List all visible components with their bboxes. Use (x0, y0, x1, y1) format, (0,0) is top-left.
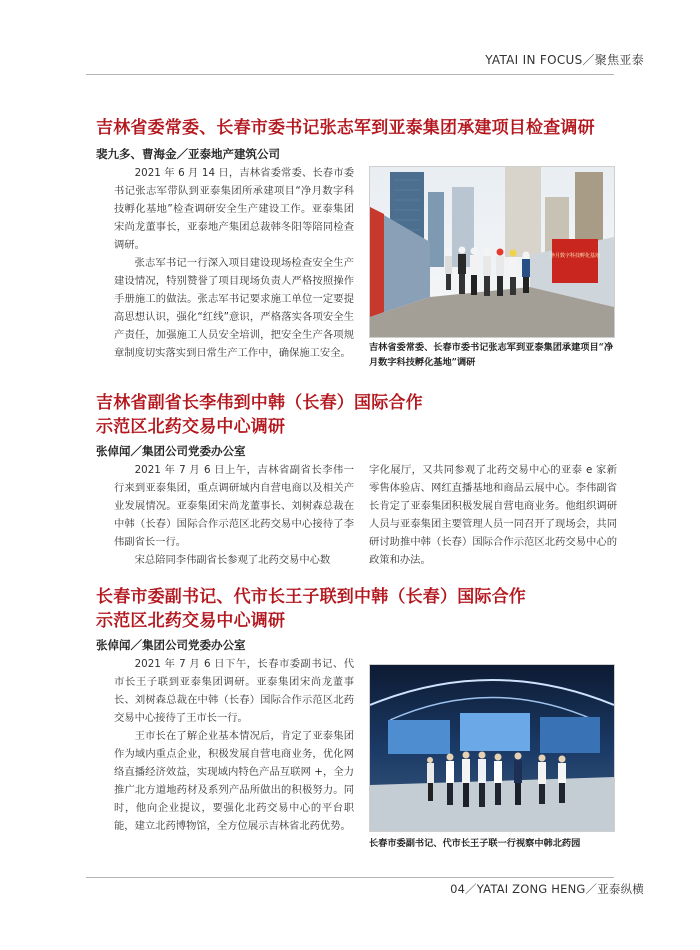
magazine-section-header: YATAI IN FOCUS／聚焦亚泰 (485, 53, 644, 67)
article-2-paragraph-2-continued: 字化展厅，又共同参观了北药交易中心的亚泰 e 家新零售体验店、网红直播基地和商品云展中心。李伟副省长肯定了亚泰集团积极发展自营电商业务。他组织调研人员与亚泰集团主要管理人员一同召开了现场会，共同研讨助推中韩（长春）国际合作示范区北药交易中心的政策和办法。 (369, 464, 617, 566)
article-2-column-1 (114, 461, 354, 569)
article-2-title-line-2: 示范区北药交易中心调研 (96, 417, 286, 437)
article-3-paragraph-2: 王市长在了解企业基本情况后，肯定了亚泰集团作为域内重点企业，积极发展自营电商业务，优化网络直播经济效益，实现域内特色产品互联网 +，全力推广北方道地药材及系列产品所做出的积极努力。同时，他向企业提议，要强化北药交易中心的平台职能，建立北药博物馆，全方位展示吉林省北药优势。 (114, 730, 354, 832)
article-1-byline: 裴九多、曹海金／亚泰地产建筑公司 (96, 147, 280, 161)
site-signboard-text: 净月数字科技孵化基地 (549, 253, 601, 259)
article-2-title (96, 391, 556, 439)
article-2-byline: 张倬闻／集团公司党委办公室 (96, 444, 246, 458)
article-3-title-line-2: 示范区北药交易中心调研 (96, 611, 286, 631)
article-1-paragraph-1: 2021 年 6 月 14 日，吉林省委常委、长春市委书记张志军带队到亚泰集团所承建项目“净月数字科技孵化基地”检查调研安全生产建设工作。亚泰集团宋尚龙董事长，亚泰地产集团总裁韩冬阳等陪同检查调研。 (114, 167, 354, 251)
article-3-title-line-1: 长春市委副书记、代市长王子联到中韩（长春）国际合作 (96, 587, 526, 607)
article-3-photo-caption: 长春市委副书记、代市长王子联一行视察中韩北药园 (369, 838, 581, 849)
article-3-paragraph-1: 2021 年 7 月 6 日下午，长春市委副书记、代市长王子联到亚泰集团调研。亚泰集团宋尚龙董事长、刘树森总裁在中韩（长春）国际合作示范区北药交易中心接待了王市长一行。 (114, 658, 354, 724)
footer-divider (86, 877, 614, 878)
article-2-paragraph-2: 宋总陪同李伟副省长参观了北药交易中心数 (134, 554, 331, 566)
article-3-title (96, 585, 636, 633)
exhibition-hall-photo (370, 665, 614, 831)
article-3-photo (369, 664, 615, 832)
article-3-body (114, 655, 354, 835)
page-number-footer: 04／YATAI ZONG HENG／亚泰纵横 (450, 882, 644, 896)
article-2-title-line-1: 吉林省副省长李伟到中韩（长春）国际合作 (96, 393, 423, 413)
article-1-body (114, 164, 354, 362)
header-divider (86, 74, 614, 75)
article-1-paragraph-2: 张志军书记一行深入项目建设现场检查安全生产建设情况，特别赞誉了项目现场负责人严格按照操作手册施工的做法。张志军书记要求施工单位一定要提高思想认识，强化“红线”意识，严格落实各项安全生产责任，加强施工人员安全培训，把安全生产各项规章制度切实落实到日常生产工作中，确保施工安全。 (114, 257, 354, 359)
article-1-photo-caption: 吉林省委常委、长春市委书记张志军到亚泰集团承建项目“净月数字科技孵化基地”调研 (369, 342, 614, 368)
article-3-byline: 张倬闻／集团公司党委办公室 (96, 638, 246, 652)
article-1-photo (369, 166, 615, 338)
article-2-column-2 (369, 461, 617, 569)
article-1-title: 吉林省委常委、长春市委书记张志军到亚泰集团承建项目检查调研 (96, 118, 595, 138)
article-2-paragraph-1: 2021 年 7 月 6 日上午，吉林省副省长李伟一行来到亚泰集团，重点调研域内自营电商以及相关产业发展情况。亚泰集团宋尚龙董事长、刘树森总裁在中韩（长春）国际合作示范区北药交易中心接待了李伟副省长一行。 (114, 464, 354, 548)
construction-site-photo (370, 167, 614, 337)
